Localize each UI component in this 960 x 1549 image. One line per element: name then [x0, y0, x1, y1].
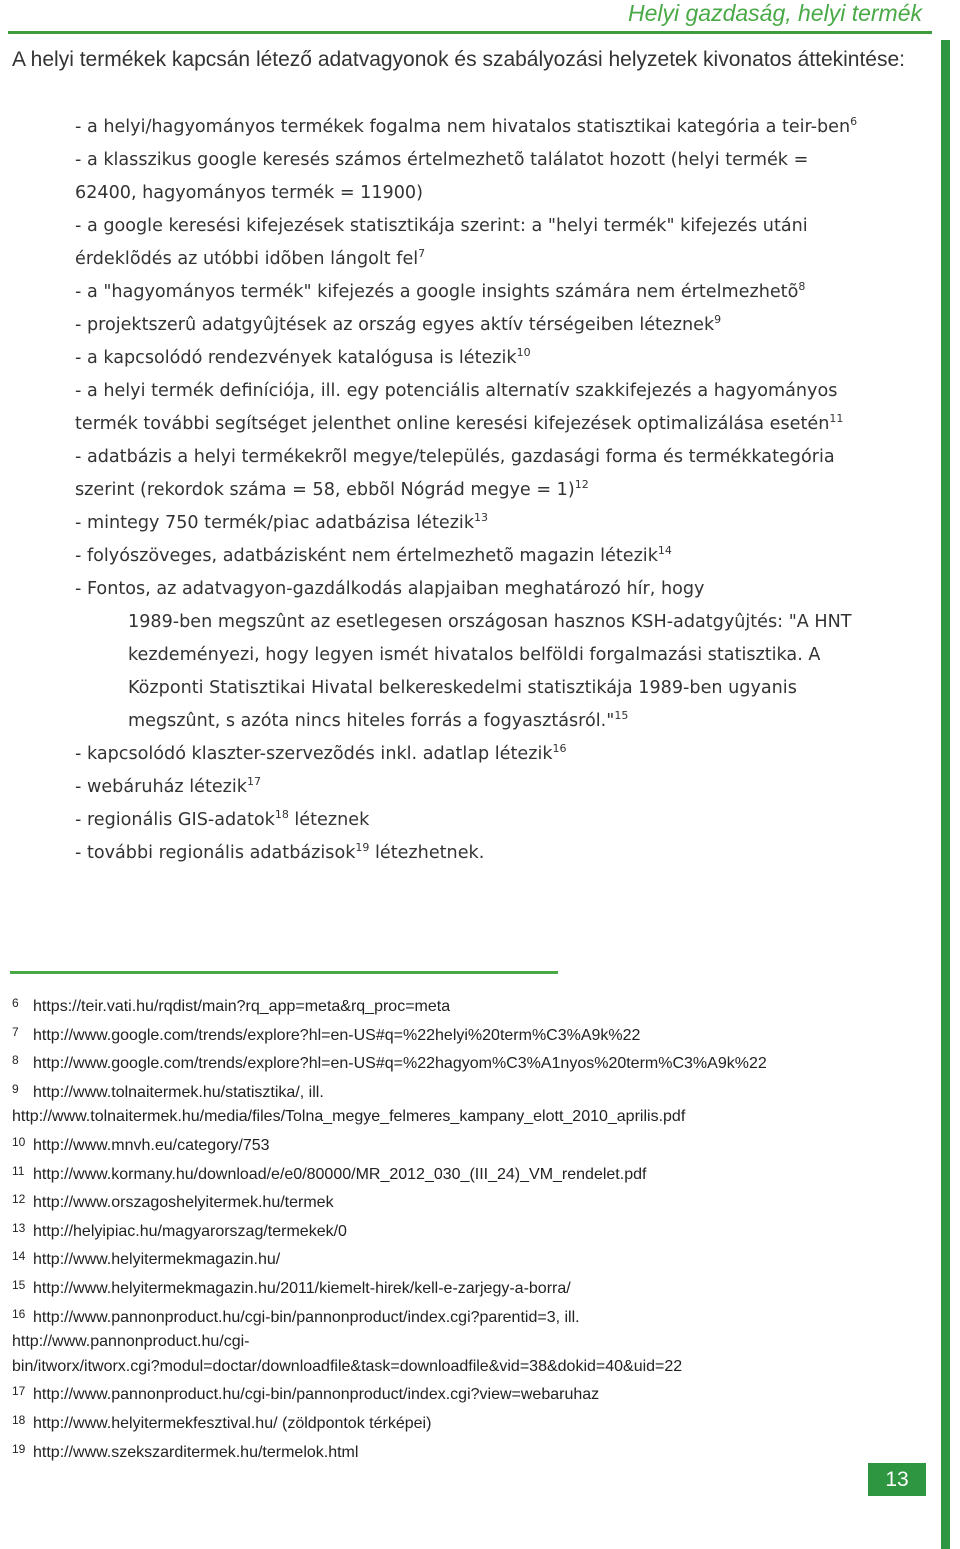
- footnote-number: 16: [12, 1306, 26, 1321]
- list-item-text: - Fontos, az adatvagyon-gazdálkodás alapjaiban meghatározó hír, hogy: [75, 579, 705, 599]
- list-item-text: - webáruház létezik: [75, 777, 247, 797]
- footnote-number: 9: [12, 1081, 19, 1096]
- page-number: 13: [868, 1463, 926, 1496]
- list-item-text: - további regionális adatbázisok: [75, 843, 356, 863]
- footnote-ref: 19: [355, 841, 370, 854]
- footnote-ref: 16: [552, 742, 567, 755]
- footnote: [12, 1187, 912, 1216]
- footnote-ref: 11: [829, 412, 844, 425]
- list-item: [75, 804, 865, 837]
- footnote: [12, 991, 912, 1020]
- quote-text: 1989-ben megszûnt az esetlegesen országosan hasznos KSH-adatgyûjtés: "A HNT kezdeményezi, hogy legyen ismét hivatalos belföldi forgalmazási statisztika. A Központi Statisztikai Hivatal belkereskedelmi statisztikája 1989-ben ugyanis megszûnt, s azóta nincs hiteles forrás a fogyasztásról.": [128, 612, 852, 731]
- footnote-url: http://www.helyitermekmagazin.hu/: [33, 1251, 281, 1269]
- footnote-url: http://www.google.com/trends/explore?hl=en-US#q=%22helyi%20term%C3%A9k%22: [33, 1026, 641, 1044]
- footnote: [12, 1159, 912, 1188]
- list-item: [75, 540, 865, 573]
- list-item-suffix: létezhetnek.: [369, 843, 485, 863]
- footnote-ref: 13: [474, 511, 489, 524]
- list-item-text: - a helyi termék definíciója, ill. egy potenciális alternatív szakkifejezés a hagyományos termék további segítséget jelenthet online keresési kifejezések optimalizálása esetén: [75, 381, 838, 434]
- footnote-url: http://www.pannonproduct.hu/cgi-bin/pannonproduct/index.cgi?parentid=3, ill.: [33, 1308, 580, 1326]
- list-item: [75, 210, 865, 276]
- footnote: [12, 1408, 912, 1437]
- footnote-ref: 15: [614, 709, 629, 722]
- footnotes-list: [12, 991, 912, 1465]
- footnote-url: http://www.kormany.hu/download/e/e0/80000/MR_2012_030_(III_24)_VM_rendelet.pdf: [33, 1165, 647, 1183]
- footnote-ref: 10: [516, 346, 531, 359]
- footnote-number: 10: [12, 1134, 26, 1149]
- footnote-number: 14: [12, 1249, 26, 1264]
- header-divider: [8, 31, 932, 34]
- footnote-continuation: bin/itworx/itworx.cgi?modul=doctar/downloadfile&task=downloadfile&vid=38&dokid=40&uid=22: [12, 1357, 683, 1375]
- footnote-number: 15: [12, 1277, 26, 1292]
- running-header-title: Helyi gazdaság, helyi termék: [627, 0, 922, 26]
- footnote-url: https://teir.vati.hu/rqdist/main?rq_app=meta&rq_proc=meta: [33, 998, 451, 1015]
- footnote-url: http://www.pannonproduct.hu/cgi-bin/pannonproduct/index.cgi?view=webaruhaz: [33, 1386, 600, 1404]
- list-item: [75, 771, 865, 804]
- list-item-text: - a klasszikus google keresés számos értelmezhetõ találatot hozott (helyi termék = 62400, hagyományos termék = 11900): [75, 150, 809, 203]
- footnote-url: http://www.google.com/trends/explore?hl=en-US#q=%22hagyom%C3%A1nyos%20term%C3%A9k%22: [33, 1055, 767, 1073]
- footnote-ref: 14: [657, 544, 672, 557]
- ksh-quote: [75, 606, 865, 738]
- footnote-ref: 17: [247, 775, 261, 788]
- footnote-number: 6: [12, 996, 19, 1010]
- list-item-ksh: [75, 573, 865, 738]
- list-item: [75, 507, 865, 540]
- footnote: [12, 1216, 912, 1245]
- footnote-number: 8: [12, 1053, 19, 1068]
- list-item-text: - projektszerû adatgyûjtések az ország egyes aktív térségeiben léteznek: [75, 315, 715, 335]
- list-item: [75, 441, 865, 507]
- footnote-ref: 7: [418, 247, 426, 260]
- list-item: [75, 276, 865, 309]
- footnote-url: http://www.helyitermekmagazin.hu/2011/kiemelt-hirek/kell-e-zarjegy-a-borra/: [33, 1279, 571, 1297]
- footnote-ref: 8: [798, 280, 806, 293]
- list-item-text: - regionális GIS-adatok: [75, 810, 275, 830]
- footnote-number: 11: [12, 1163, 25, 1178]
- footnote: [12, 1020, 912, 1049]
- footnote-url: http://www.szekszarditermek.hu/termelok.html: [33, 1443, 359, 1461]
- footnote-number: 12: [12, 1192, 26, 1207]
- list-item: [75, 738, 865, 771]
- footnote-url: http://www.tolnaitermek.hu/statisztika/, ill.: [33, 1083, 324, 1101]
- footnote-url: http://www.helyitermekfesztival.hu/ (zöldpontok térképei): [33, 1414, 432, 1432]
- footnote: [12, 1379, 912, 1408]
- intro-paragraph: A helyi termékek kapcsán létező adatvagyonok és szabályozási helyzetek kivonatos áttekintése:: [12, 48, 906, 71]
- footnote-url: http://www.mnvh.eu/category/753: [33, 1136, 270, 1154]
- footnote-ref: 9: [714, 313, 722, 326]
- footnote: [12, 1273, 912, 1302]
- footnote-number: 19: [12, 1441, 26, 1456]
- footnote-ref: 12: [574, 478, 589, 491]
- footnote: [12, 1048, 912, 1077]
- footnote-ref: 6: [850, 115, 858, 128]
- list-item-suffix: léteznek: [288, 810, 370, 830]
- list-item-text: - a google keresési kifejezések statisztikája szerint: a "helyi termék" kifejezés utáni érdeklõdés az utóbbi idõben lángolt fel: [75, 216, 808, 269]
- footnote: [12, 1077, 912, 1106]
- footnote-continuation: http://www.pannonproduct.hu/cgi-: [12, 1333, 250, 1351]
- footnote-divider: [10, 971, 558, 974]
- list-item: [75, 375, 865, 441]
- footnote: [12, 1244, 912, 1273]
- list-item-text: - folyószöveges, adatbázisként nem értelmezhetõ magazin létezik: [75, 546, 658, 566]
- footnote-ref: 18: [274, 808, 289, 821]
- list-item-text: - a kapcsolódó rendezvények katalógusa is létezik: [75, 348, 517, 368]
- list-item-text: - adatbázis a helyi termékekrõl megye/település, gazdasági forma és termékkategória szerint (rekordok száma = 58, ebbõl Nógrád megye = 1): [75, 447, 835, 500]
- footnote-number: 17: [12, 1384, 26, 1399]
- footnote-number: 7: [12, 1024, 19, 1039]
- footnote-url: http://www.orszagoshelyitermek.hu/termek: [33, 1194, 334, 1212]
- footnote: [12, 1302, 912, 1331]
- list-item-text: - kapcsolódó klaszter-szervezõdés inkl. adatlap létezik: [75, 744, 553, 764]
- list-item: [75, 111, 865, 144]
- footnote-number: 18: [12, 1412, 26, 1427]
- list-item: [75, 837, 865, 870]
- footnote-number: 13: [12, 1220, 26, 1235]
- side-accent-bar: [941, 40, 950, 1549]
- list-item: [75, 144, 865, 210]
- list-item-text: - a "hagyományos termék" kifejezés a google insights számára nem értelmezhetõ: [75, 282, 799, 302]
- bullet-list: [75, 111, 865, 870]
- footnote: [12, 1437, 912, 1466]
- list-item: [75, 342, 865, 375]
- list-item: [75, 309, 865, 342]
- footnote-url: http://helyipiac.hu/magyarorszag/termekek/0: [33, 1222, 347, 1240]
- footnote: [12, 1130, 912, 1159]
- footnote-continuation: http://www.tolnaitermek.hu/media/files/Tolna_megye_felmeres_kampany_elott_2010_aprilis.pdf: [12, 1108, 686, 1126]
- list-item-text: - mintegy 750 termék/piac adatbázisa létezik: [75, 513, 475, 533]
- list-item-text: - a helyi/hagyományos termékek fogalma nem hivatalos statisztikai kategória a teir-ben: [75, 117, 851, 137]
